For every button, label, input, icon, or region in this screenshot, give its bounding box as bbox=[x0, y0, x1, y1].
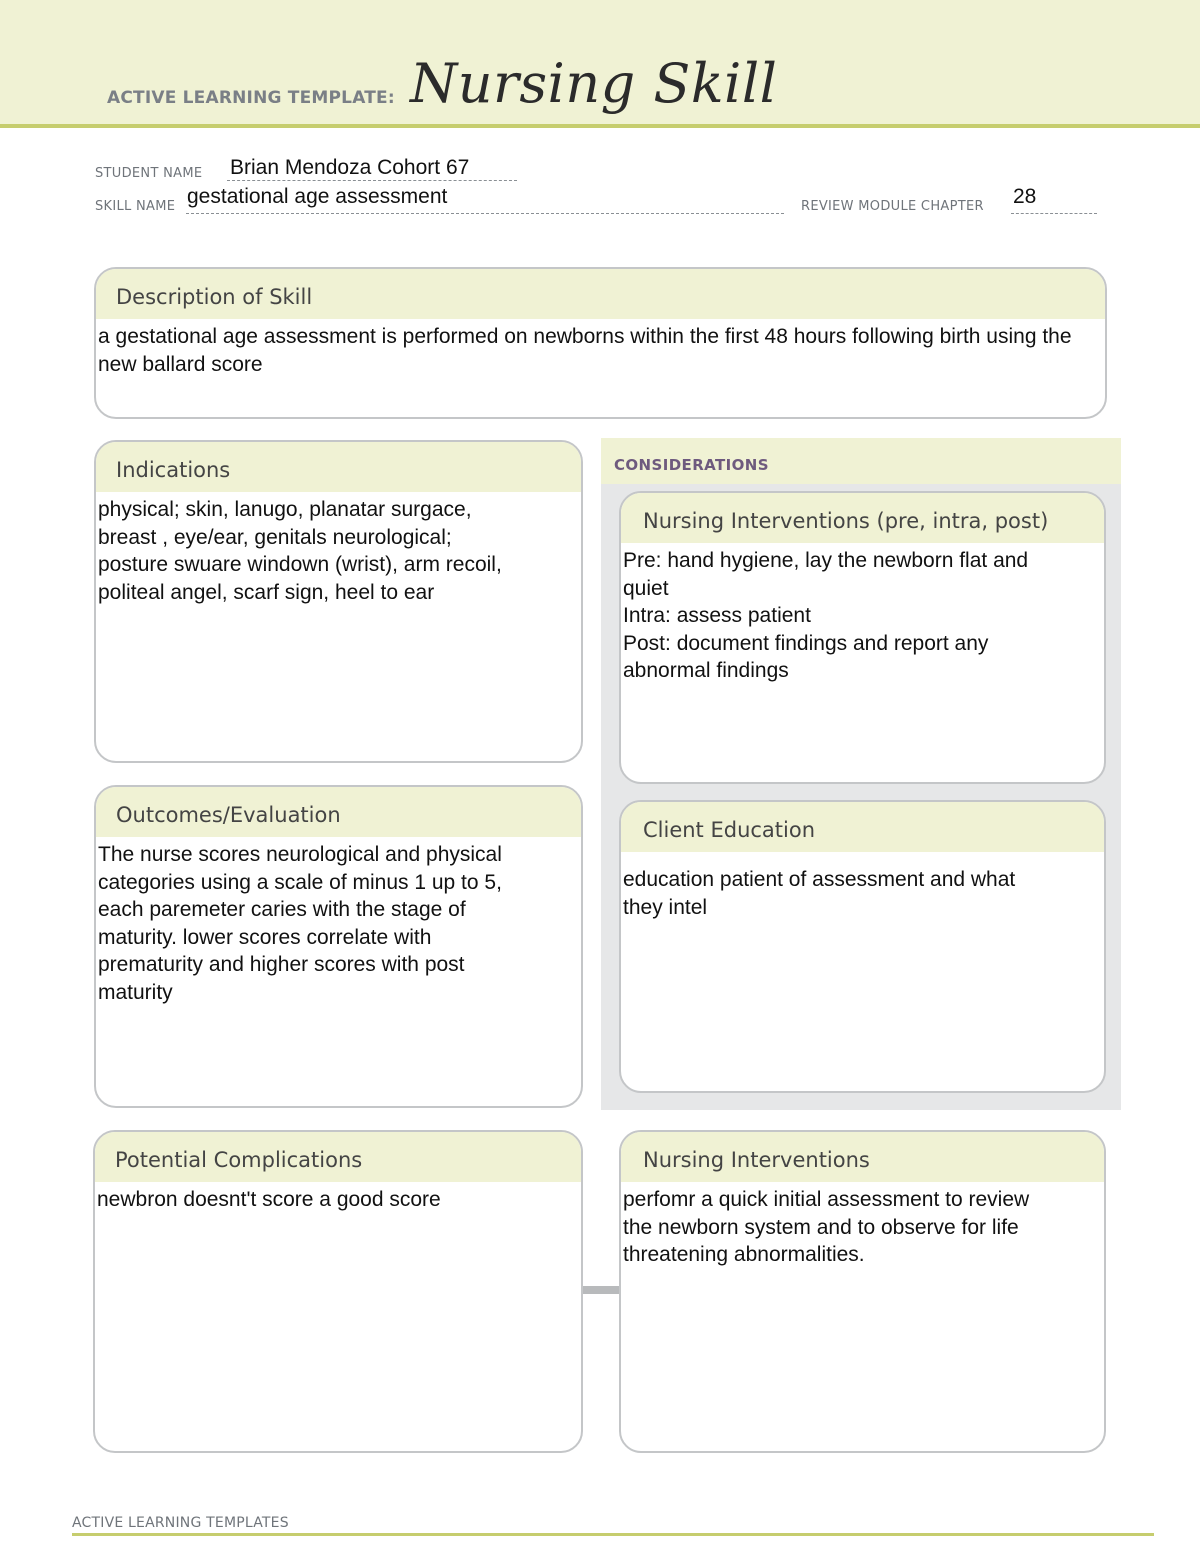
student-name-label: STUDENT NAME bbox=[95, 166, 203, 181]
description-heading: Description of Skill bbox=[96, 269, 1105, 319]
footer-label: ACTIVE LEARNING TEMPLATES bbox=[72, 1515, 289, 1531]
skill-name-underline bbox=[186, 213, 784, 214]
header-divider bbox=[0, 124, 1200, 128]
skill-name-label: SKILL NAME bbox=[95, 199, 176, 214]
nursing-interventions-pip-heading: Nursing Interventions (pre, intra, post) bbox=[621, 493, 1104, 543]
outcomes-text[interactable]: The nurse scores neurological and physical categories using a scale of minus 1 up to 5, each paremeter caries with the stage of maturity. lower scores correlate with prematurity and higher scores with post maturity bbox=[98, 843, 502, 1004]
review-module-value[interactable]: 28 bbox=[1013, 185, 1037, 208]
review-module-label: REVIEW MODULE CHAPTER bbox=[801, 199, 984, 214]
nursing-interventions-pip-box bbox=[619, 491, 1106, 784]
outcomes-heading: Outcomes/Evaluation bbox=[96, 787, 581, 837]
student-name-value[interactable]: Brian Mendoza Cohort 67 bbox=[230, 156, 470, 179]
description-text[interactable]: a gestational age assessment is performed on newborns within the first 48 hours following birth using the new ballard score bbox=[98, 325, 1072, 376]
indications-heading: Indications bbox=[96, 442, 581, 492]
nursing-interventions-box bbox=[619, 1130, 1106, 1453]
footer-divider bbox=[72, 1533, 1154, 1536]
client-education-box bbox=[619, 800, 1106, 1093]
nursing-interventions-heading: Nursing Interventions bbox=[621, 1132, 1104, 1182]
indications-text[interactable]: physical; skin, lanugo, planatar surgace, breast , eye/ear, genitals neurological; posture swuare windown (wrist), arm recoil, politeal angel, scarf sign, heel to ear bbox=[98, 498, 502, 604]
complications-heading: Potential Complications bbox=[95, 1132, 581, 1182]
template-prefix: ACTIVE LEARNING TEMPLATE: bbox=[107, 88, 395, 108]
review-module-underline bbox=[1011, 213, 1097, 214]
template-title: Nursing Skill bbox=[410, 52, 778, 115]
nursing-interventions-text[interactable]: perfomr a quick initial assessment to review the newborn system and to observe for life threatening abnormalities. bbox=[623, 1188, 1030, 1266]
client-education-heading: Client Education bbox=[621, 802, 1104, 852]
outcomes-box bbox=[94, 785, 583, 1108]
complications-text[interactable]: newbron doesnt't score a good score bbox=[97, 1188, 441, 1211]
student-name-underline bbox=[227, 180, 517, 181]
skill-name-value[interactable]: gestational age assessment bbox=[187, 185, 448, 208]
box-connector bbox=[582, 1286, 620, 1294]
nursing-interventions-pip-text[interactable]: Pre: hand hygiene, lay the newborn flat and quiet Intra: assess patient Post: document findings and report any abnormal findings bbox=[623, 549, 1029, 682]
client-education-text[interactable]: education patient of assessment and what they intel bbox=[623, 868, 1016, 919]
description-box bbox=[94, 267, 1107, 419]
considerations-label: CONSIDERATIONS bbox=[614, 456, 769, 474]
complications-box bbox=[93, 1130, 583, 1453]
indications-box bbox=[94, 440, 583, 763]
